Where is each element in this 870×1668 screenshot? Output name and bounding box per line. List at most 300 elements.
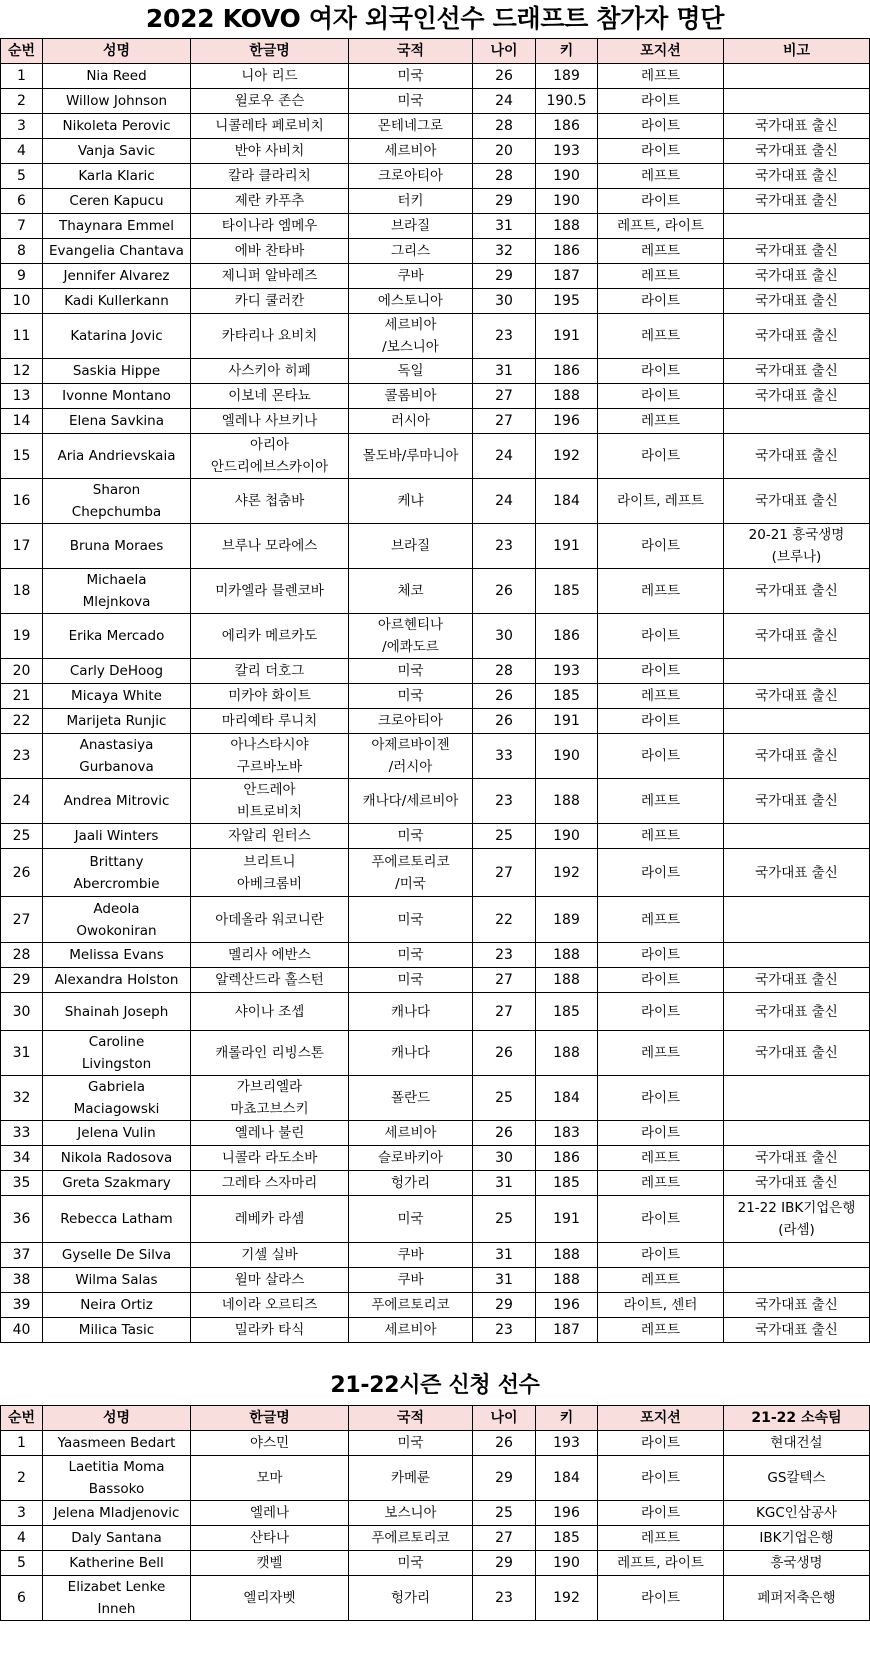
cell-korean-name: 제니퍼 알바레즈 [191, 264, 349, 289]
cell-name: Katarina Jovic [43, 314, 191, 359]
table-row [1, 943, 870, 968]
cell-nationality: 푸에르토리코 [349, 1526, 473, 1551]
cell-nationality: 헝가리 [349, 1576, 473, 1621]
cell-no: 28 [1, 943, 43, 968]
cell-position: 라이트 [598, 614, 724, 659]
cell-nationality: 푸에르토리코 [349, 1293, 473, 1318]
cell-height: 189 [536, 64, 598, 89]
cell-height: 184 [536, 1076, 598, 1121]
cell-name: Carly DeHoog [43, 659, 191, 684]
cell-name: Jennifer Alvarez [43, 264, 191, 289]
cell-nationality: 미국 [349, 1551, 473, 1576]
cell-nationality: 몬테네그로 [349, 114, 473, 139]
cell-height: 186 [536, 239, 598, 264]
cell-korean-name: 윌로우 존슨 [191, 89, 349, 114]
cell-note: 국가대표 출신 [724, 164, 870, 189]
cell-height: 191 [536, 709, 598, 734]
cell-note: 국가대표 출신 [724, 239, 870, 264]
cell-name: Katherine Bell [43, 1551, 191, 1576]
cell-nationality: 그리스 [349, 239, 473, 264]
table-row [1, 1146, 870, 1171]
cell-no: 9 [1, 264, 43, 289]
cell-age: 31 [473, 1243, 536, 1268]
cell-no: 39 [1, 1293, 43, 1318]
cell-name: Marijeta Runjic [43, 709, 191, 734]
cell-no: 1 [1, 1431, 43, 1456]
cell-no: 30 [1, 993, 43, 1031]
table-row [1, 1121, 870, 1146]
header-no: 순번 [1, 39, 43, 64]
cell-nationality: 체코 [349, 569, 473, 614]
cell-note: 국가대표 출신 [724, 189, 870, 214]
cell-position: 라이트 [598, 1243, 724, 1268]
cell-height: 185 [536, 684, 598, 709]
table-row [1, 993, 870, 1031]
header-age: 나이 [473, 39, 536, 64]
cell-name: Elena Savkina [43, 409, 191, 434]
cell-korean-name: 니콜레타 페로비치 [191, 114, 349, 139]
cell-no: 15 [1, 434, 43, 479]
table-row [1, 314, 870, 359]
cell-position: 레프트, 라이트 [598, 1551, 724, 1576]
cell-name: Jelena Vulin [43, 1121, 191, 1146]
cell-age: 29 [473, 189, 536, 214]
cell-nationality: 미국 [349, 824, 473, 849]
cell-no: 10 [1, 289, 43, 314]
cell-position: 레프트 [598, 1171, 724, 1196]
cell-korean-name: 모마 [191, 1456, 349, 1501]
table-row [1, 569, 870, 614]
cell-note: 국가대표 출신 [724, 289, 870, 314]
cell-nationality: 캐나다/세르비아 [349, 779, 473, 824]
table-row [1, 214, 870, 239]
cell-korean-name: 타이나라 엠메우 [191, 214, 349, 239]
cell-height: 193 [536, 139, 598, 164]
table-row [1, 1076, 870, 1121]
cell-age: 22 [473, 897, 536, 943]
cell-note [724, 1121, 870, 1146]
cell-position: 라이트 [598, 384, 724, 409]
cell-note: IBK기업은행 [724, 1526, 870, 1551]
cell-position: 레프트 [598, 1318, 724, 1343]
cell-name: Caroline Livingston [43, 1031, 191, 1076]
cell-position: 라이트 [598, 1431, 724, 1456]
cell-note: KGC인삼공사 [724, 1501, 870, 1526]
cell-height: 185 [536, 1526, 598, 1551]
cell-height: 195 [536, 289, 598, 314]
cell-name: Gabriela Maciagowski [43, 1076, 191, 1121]
cell-nationality: 몰도바/루마니아 [349, 434, 473, 479]
cell-korean-name: 니아 리드 [191, 64, 349, 89]
cell-nationality: 러시아 [349, 409, 473, 434]
cell-position: 레프트 [598, 684, 724, 709]
cell-nationality: 슬로바키아 [349, 1146, 473, 1171]
cell-name: Brittany Abercrombie [43, 849, 191, 897]
draft-participants-table [0, 38, 870, 1343]
cell-height: 188 [536, 214, 598, 239]
cell-height: 190 [536, 1551, 598, 1576]
cell-name: Kadi Kullerkann [43, 289, 191, 314]
header-position: 포지션 [598, 1406, 724, 1431]
header-team: 21-22 소속팀 [724, 1406, 870, 1431]
table-row [1, 659, 870, 684]
header-note: 비고 [724, 39, 870, 64]
cell-note: 국가대표 출신 [724, 849, 870, 897]
header-age: 나이 [473, 1406, 536, 1431]
cell-name: Ivonne Montano [43, 384, 191, 409]
header-name: 성명 [43, 1406, 191, 1431]
cell-note [724, 1268, 870, 1293]
cell-korean-name: 에리카 메르카도 [191, 614, 349, 659]
table-row [1, 779, 870, 824]
cell-korean-name: 제란 카푸추 [191, 189, 349, 214]
cell-age: 26 [473, 1121, 536, 1146]
cell-no: 34 [1, 1146, 43, 1171]
cell-korean-name: 엘레나 [191, 1501, 349, 1526]
cell-nationality: 세르비아 [349, 139, 473, 164]
table-row [1, 1526, 870, 1551]
cell-height: 192 [536, 1576, 598, 1621]
cell-age: 23 [473, 1318, 536, 1343]
cell-no: 6 [1, 1576, 43, 1621]
cell-age: 27 [473, 849, 536, 897]
cell-note: 국가대표 출신 [724, 1171, 870, 1196]
cell-height: 187 [536, 264, 598, 289]
cell-nationality: 세르비아 [349, 1318, 473, 1343]
cell-age: 24 [473, 479, 536, 524]
header-height: 키 [536, 39, 598, 64]
cell-korean-name: 산타나 [191, 1526, 349, 1551]
cell-height: 188 [536, 779, 598, 824]
cell-age: 26 [473, 684, 536, 709]
cell-height: 185 [536, 569, 598, 614]
cell-nationality: 아르헨티나 /에콰도르 [349, 614, 473, 659]
cell-height: 190 [536, 824, 598, 849]
cell-nationality: 카메룬 [349, 1456, 473, 1501]
cell-name: Bruna Moraes [43, 524, 191, 569]
cell-position: 레프트 [598, 239, 724, 264]
cell-no: 17 [1, 524, 43, 569]
cell-height: 185 [536, 993, 598, 1031]
cell-no: 8 [1, 239, 43, 264]
cell-age: 26 [473, 64, 536, 89]
cell-no: 36 [1, 1196, 43, 1243]
cell-name: Nikoleta Perovic [43, 114, 191, 139]
cell-name: Rebecca Latham [43, 1196, 191, 1243]
cell-name: Milica Tasic [43, 1318, 191, 1343]
table-row [1, 1243, 870, 1268]
cell-nationality: 미국 [349, 684, 473, 709]
header-nationality: 국적 [349, 39, 473, 64]
cell-name: Yaasmeen Bedart [43, 1431, 191, 1456]
cell-name: Anastasiya Gurbanova [43, 734, 191, 779]
cell-age: 29 [473, 1551, 536, 1576]
cell-height: 189 [536, 897, 598, 943]
cell-height: 187 [536, 1318, 598, 1343]
cell-no: 40 [1, 1318, 43, 1343]
cell-height: 183 [536, 1121, 598, 1146]
cell-no: 21 [1, 684, 43, 709]
section-title: 21-22시즌 신청 선수 [330, 1373, 540, 1398]
cell-height: 188 [536, 1243, 598, 1268]
cell-note: 20-21 흥국생명 (브루나) [724, 524, 870, 569]
table-header-row [1, 1406, 870, 1431]
cell-position: 라이트 [598, 1196, 724, 1243]
cell-name: Evangelia Chantava [43, 239, 191, 264]
cell-korean-name: 엘레나 사브키나 [191, 409, 349, 434]
cell-height: 196 [536, 1501, 598, 1526]
cell-age: 29 [473, 1456, 536, 1501]
table-row [1, 849, 870, 897]
cell-note [724, 64, 870, 89]
cell-nationality: 미국 [349, 659, 473, 684]
cell-nationality: 보스니아 [349, 1501, 473, 1526]
cell-no: 4 [1, 139, 43, 164]
cell-age: 30 [473, 614, 536, 659]
cell-name: Elizabet Lenke Inneh [43, 1576, 191, 1621]
cell-height: 196 [536, 1293, 598, 1318]
cell-age: 25 [473, 1501, 536, 1526]
cell-age: 27 [473, 384, 536, 409]
cell-height: 196 [536, 409, 598, 434]
cell-position: 라이트 [598, 359, 724, 384]
cell-no: 25 [1, 824, 43, 849]
cell-no: 29 [1, 968, 43, 993]
table-row [1, 968, 870, 993]
cell-position: 레프트 [598, 64, 724, 89]
table-body [1, 1431, 870, 1621]
cell-position: 라이트 [598, 659, 724, 684]
cell-korean-name: 밀라카 타식 [191, 1318, 349, 1343]
cell-nationality: 아제르바이젠 /러시아 [349, 734, 473, 779]
cell-nationality: 독일 [349, 359, 473, 384]
table-row [1, 897, 870, 943]
cell-note: 국가대표 출신 [724, 264, 870, 289]
cell-nationality: 세르비아 [349, 1121, 473, 1146]
cell-no: 1 [1, 64, 43, 89]
cell-korean-name: 레베카 라셈 [191, 1196, 349, 1243]
cell-height: 190 [536, 734, 598, 779]
cell-no: 6 [1, 189, 43, 214]
cell-note: 국가대표 출신 [724, 314, 870, 359]
cell-nationality: 헝가리 [349, 1171, 473, 1196]
table-row [1, 1031, 870, 1076]
cell-position: 레프트 [598, 1146, 724, 1171]
cell-height: 185 [536, 1171, 598, 1196]
cell-note: 국가대표 출신 [724, 684, 870, 709]
cell-height: 184 [536, 1456, 598, 1501]
cell-age: 26 [473, 1031, 536, 1076]
cell-position: 레프트 [598, 409, 724, 434]
cell-position: 레프트, 라이트 [598, 214, 724, 239]
cell-no: 33 [1, 1121, 43, 1146]
cell-note: 현대건설 [724, 1431, 870, 1456]
cell-nationality: 쿠바 [349, 1268, 473, 1293]
cell-age: 25 [473, 824, 536, 849]
cell-height: 190.5 [536, 89, 598, 114]
cell-korean-name: 미카야 화이트 [191, 684, 349, 709]
table-row [1, 1171, 870, 1196]
cell-age: 31 [473, 1268, 536, 1293]
cell-korean-name: 옐레나 불린 [191, 1121, 349, 1146]
cell-position: 레프트 [598, 1268, 724, 1293]
cell-age: 27 [473, 993, 536, 1031]
cell-height: 186 [536, 614, 598, 659]
cell-korean-name: 이보네 몬타뇨 [191, 384, 349, 409]
cell-position: 라이트 [598, 943, 724, 968]
header-position: 포지션 [598, 39, 724, 64]
cell-korean-name: 반야 사비치 [191, 139, 349, 164]
cell-korean-name: 마리예타 루니치 [191, 709, 349, 734]
cell-name: Thaynara Emmel [43, 214, 191, 239]
cell-nationality: 미국 [349, 943, 473, 968]
table-row [1, 164, 870, 189]
cell-nationality: 캐나다 [349, 1031, 473, 1076]
cell-name: Nia Reed [43, 64, 191, 89]
cell-korean-name: 칼리 더호그 [191, 659, 349, 684]
cell-korean-name: 샤이나 조셉 [191, 993, 349, 1031]
header-nationality: 국적 [349, 1406, 473, 1431]
cell-age: 28 [473, 164, 536, 189]
cell-nationality: 에스토니아 [349, 289, 473, 314]
cell-no: 19 [1, 614, 43, 659]
cell-note: 21-22 IBK기업은행 (라셈) [724, 1196, 870, 1243]
cell-nationality: 캐나다 [349, 993, 473, 1031]
cell-no: 35 [1, 1171, 43, 1196]
cell-age: 29 [473, 264, 536, 289]
cell-name: Michaela Mlejnkova [43, 569, 191, 614]
page-title: 2022 KOVO 여자 외국인선수 드래프트 참가자 명단 [145, 4, 725, 33]
cell-note: GS칼텍스 [724, 1456, 870, 1501]
cell-height: 188 [536, 943, 598, 968]
cell-no: 24 [1, 779, 43, 824]
table-row [1, 1196, 870, 1243]
cell-note [724, 409, 870, 434]
cell-height: 193 [536, 1431, 598, 1456]
cell-age: 23 [473, 1576, 536, 1621]
cell-position: 레프트 [598, 779, 724, 824]
cell-age: 30 [473, 289, 536, 314]
table-row [1, 1576, 870, 1621]
cell-no: 12 [1, 359, 43, 384]
cell-height: 186 [536, 114, 598, 139]
cell-age: 25 [473, 1196, 536, 1243]
cell-note: 국가대표 출신 [724, 434, 870, 479]
cell-name: Gyselle De Silva [43, 1243, 191, 1268]
cell-name: Jelena Mladjenovic [43, 1501, 191, 1526]
cell-note [724, 943, 870, 968]
cell-age: 26 [473, 569, 536, 614]
cell-no: 4 [1, 1526, 43, 1551]
cell-note [724, 1076, 870, 1121]
cell-age: 27 [473, 409, 536, 434]
cell-name: Shainah Joseph [43, 993, 191, 1031]
cell-note: 국가대표 출신 [724, 1293, 870, 1318]
table-row [1, 409, 870, 434]
cell-name: Aria Andrievskaia [43, 434, 191, 479]
table-row [1, 479, 870, 524]
cell-height: 191 [536, 1196, 598, 1243]
table-row [1, 1318, 870, 1343]
cell-height: 188 [536, 384, 598, 409]
cell-name: Neira Ortiz [43, 1293, 191, 1318]
cell-name: Laetitia Moma Bassoko [43, 1456, 191, 1501]
cell-position: 레프트 [598, 264, 724, 289]
table-row [1, 1431, 870, 1456]
table-row [1, 89, 870, 114]
cell-no: 11 [1, 314, 43, 359]
cell-no: 16 [1, 479, 43, 524]
cell-position: 라이트 [598, 993, 724, 1031]
table-row [1, 139, 870, 164]
cell-no: 3 [1, 114, 43, 139]
cell-position: 라이트 [598, 709, 724, 734]
cell-no: 20 [1, 659, 43, 684]
cell-height: 193 [536, 659, 598, 684]
cell-no: 37 [1, 1243, 43, 1268]
cell-note: 국가대표 출신 [724, 479, 870, 524]
table-row [1, 384, 870, 409]
cell-position: 라이트 [598, 114, 724, 139]
cell-note: 국가대표 출신 [724, 139, 870, 164]
cell-age: 26 [473, 709, 536, 734]
cell-nationality: 크로아티아 [349, 164, 473, 189]
cell-note [724, 1243, 870, 1268]
table-row [1, 684, 870, 709]
cell-position: 레프트 [598, 1031, 724, 1076]
cell-position: 라이트 [598, 968, 724, 993]
cell-height: 191 [536, 524, 598, 569]
cell-age: 26 [473, 1431, 536, 1456]
table-row [1, 239, 870, 264]
cell-age: 31 [473, 359, 536, 384]
cell-no: 2 [1, 89, 43, 114]
cell-name: Wilma Salas [43, 1268, 191, 1293]
cell-age: 32 [473, 239, 536, 264]
cell-age: 31 [473, 1171, 536, 1196]
table-row [1, 1268, 870, 1293]
cell-no: 2 [1, 1456, 43, 1501]
table-row [1, 434, 870, 479]
cell-position: 레프트 [598, 897, 724, 943]
cell-name: Willow Johnson [43, 89, 191, 114]
cell-height: 186 [536, 359, 598, 384]
cell-position: 라이트 [598, 1501, 724, 1526]
cell-height: 184 [536, 479, 598, 524]
cell-note [724, 709, 870, 734]
table-row [1, 1501, 870, 1526]
cell-position: 라이트 [598, 434, 724, 479]
cell-korean-name: 캐롤라인 리빙스톤 [191, 1031, 349, 1076]
cell-note: 국가대표 출신 [724, 1031, 870, 1076]
cell-korean-name: 아데올라 워코니란 [191, 897, 349, 943]
cell-note [724, 89, 870, 114]
cell-position: 라이트 [598, 139, 724, 164]
cell-nationality: 미국 [349, 64, 473, 89]
cell-note [724, 824, 870, 849]
cell-korean-name: 니콜라 라도소바 [191, 1146, 349, 1171]
table-row [1, 524, 870, 569]
cell-name: Melissa Evans [43, 943, 191, 968]
header-no: 순번 [1, 1406, 43, 1431]
cell-position: 라이트 [598, 1456, 724, 1501]
cell-note: 국가대표 출신 [724, 1146, 870, 1171]
cell-korean-name: 캣벨 [191, 1551, 349, 1576]
cell-name: Vanja Savic [43, 139, 191, 164]
cell-note: 흥국생명 [724, 1551, 870, 1576]
cell-note: 국가대표 출신 [724, 1318, 870, 1343]
cell-position: 라이트 [598, 189, 724, 214]
